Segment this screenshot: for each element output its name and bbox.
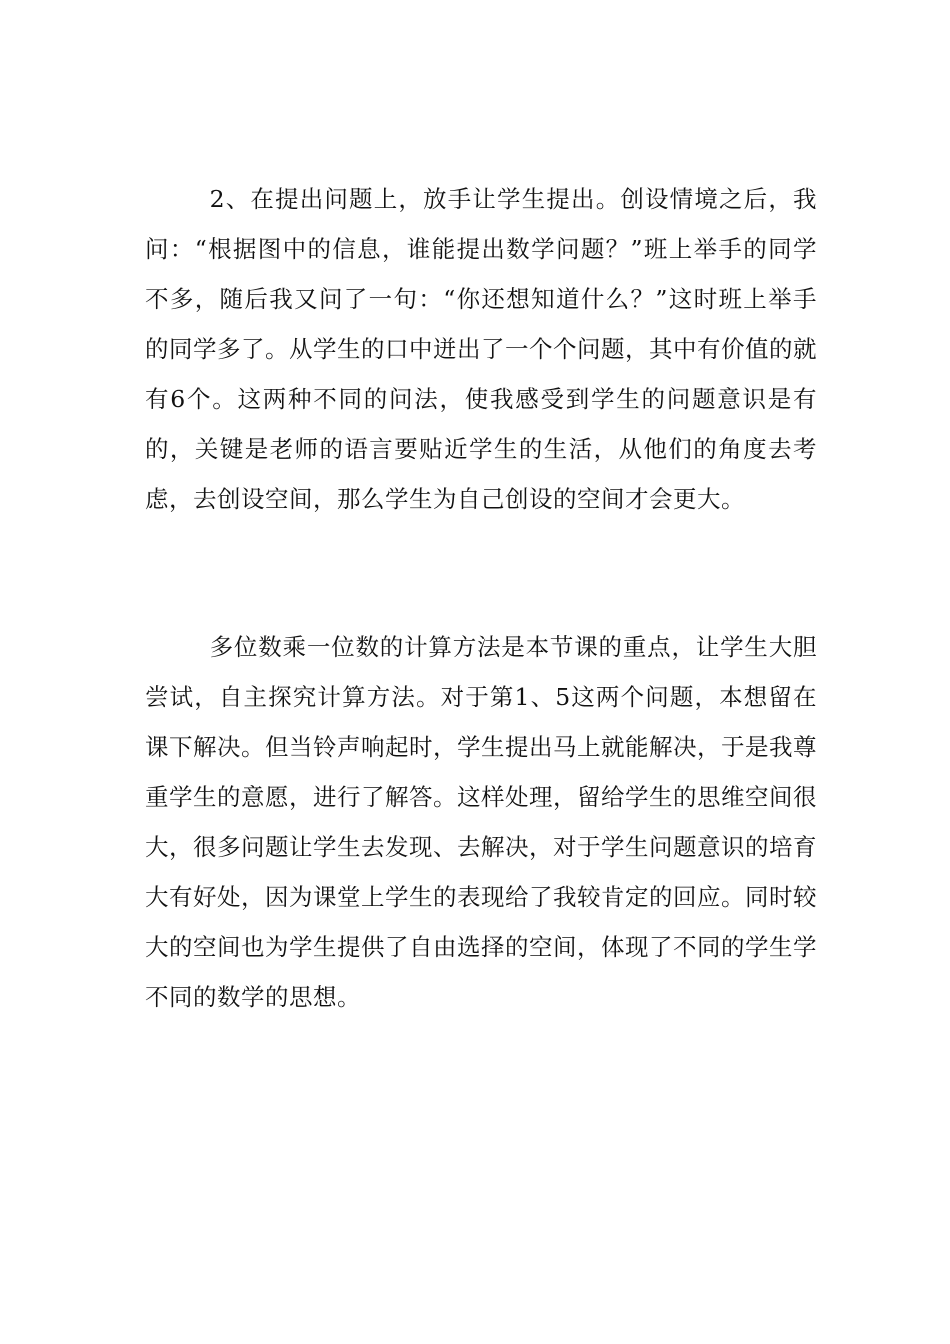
paragraph-question-raising: 2、在提出问题上，放手让学生提出。创设情境之后，我问：“根据图中的信息，谁能提出数学问题？”班上举手的同学不多，随后我又问了一句：“你还想知道什么？”这时班上举手的同学多了。从学生的口中迸出了一个个问题，其中有价值的就有6个。这两种不同的问法，使我感受到学生的问题意识是有的，关键是老师的语言要贴近学生的生活，从他们的角度去考虑，去创设空间，那么学生为自己创设的空间才会更大。 bbox=[145, 185, 817, 513]
paragraph-calculation-method: 多位数乘一位数的计算方法是本节课的重点，让学生大胆尝试，自主探究计算方法。对于第1、5这两个问题，本想留在课下解决。但当铃声响起时，学生提出马上就能解决，于是我尊重学生的意愿，进行了解答。这样处理，留给学生的思维空间很大，很多问题让学生去发现、去解决，对于学生问题意识的培育大有好处，因为课堂上学生的表现给了我较肯定的回应。同时较大的空间也为学生提供了自由选择的空间，体现了不同的学生学不同的数学的思想。 bbox=[145, 633, 817, 1011]
